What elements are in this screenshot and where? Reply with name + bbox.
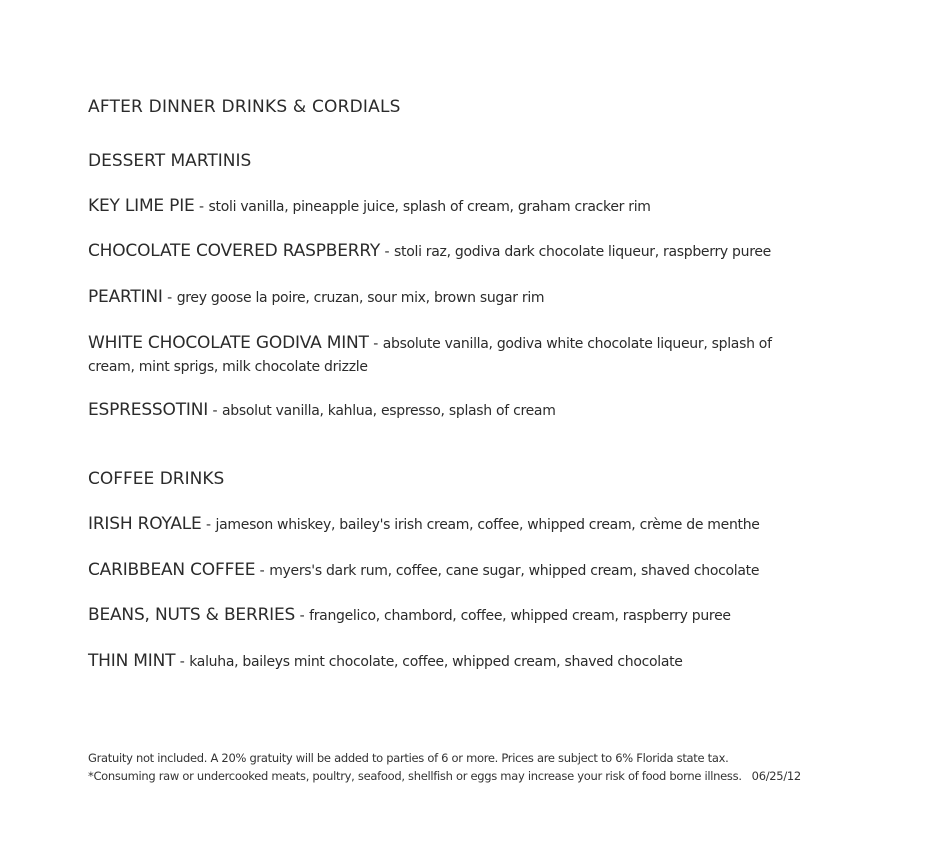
item-name: BEANS, NUTS & BERRIES xyxy=(88,605,296,625)
menu-item-chocolate-covered-raspberry xyxy=(88,240,798,263)
item-name: WHITE CHOCOLATE GODIVA MINT xyxy=(88,333,369,353)
item-separator: - xyxy=(380,244,395,260)
item-description: stoli raz, godiva dark chocolate liqueur, raspberry puree xyxy=(394,244,771,260)
item-name: CHOCOLATE COVERED RASPBERRY xyxy=(88,241,381,261)
item-name: KEY LIME PIE xyxy=(88,196,195,216)
item-separator: - xyxy=(194,199,209,215)
menu-item-white-chocolate-godiva-mint xyxy=(88,332,788,378)
consumer-advisory: *Consuming raw or undercooked meats, poultry, seafood, shellfish or eggs may increase your risk of food borne illness. xyxy=(88,769,742,783)
menu-footer xyxy=(88,749,801,785)
menu-item-irish-royale xyxy=(88,513,798,536)
menu-title: AFTER DINNER DRINKS & CORDIALS xyxy=(88,97,401,117)
item-separator: - xyxy=(368,336,383,352)
item-description: frangelico, chambord, coffee, whipped cream, raspberry puree xyxy=(309,608,731,624)
item-description: absolut vanilla, kahlua, espresso, splash of cream xyxy=(221,403,556,419)
menu-item-caribbean-coffee xyxy=(88,559,798,582)
item-name: IRISH ROYALE xyxy=(88,514,202,534)
item-description: absolute vanilla, godiva white chocolate liqueur, splash of cream, mint sprigs, milk chocolate drizzle xyxy=(88,336,772,375)
item-separator: - xyxy=(201,517,216,533)
menu-item-espressotini xyxy=(88,399,798,422)
item-separator: - xyxy=(175,654,190,670)
menu-item-peartini xyxy=(88,286,798,309)
item-name: THIN MINT xyxy=(88,651,176,671)
item-name: CARIBBEAN COFFEE xyxy=(88,560,256,580)
item-separator: - xyxy=(208,403,222,419)
section-heading-coffee-drinks: COFFEE DRINKS xyxy=(88,469,225,489)
section-heading-dessert-martinis: DESSERT MARTINIS xyxy=(88,151,252,171)
item-separator: - xyxy=(162,290,177,306)
item-separator: - xyxy=(295,608,310,624)
food-safety-notice xyxy=(88,767,801,785)
menu-item-key-lime-pie xyxy=(88,195,798,218)
item-name: PEARTINI xyxy=(88,287,163,307)
item-description: myers's dark rum, coffee, cane sugar, whipped cream, shaved chocolate xyxy=(269,563,760,579)
item-description: kaluha, baileys mint chocolate, coffee, whipped cream, shaved chocolate xyxy=(189,654,683,670)
menu-item-beans-nuts-berries xyxy=(88,604,798,627)
item-name: ESPRESSOTINI xyxy=(88,400,209,420)
item-description: jameson whiskey, bailey's irish cream, coffee, whipped cream, crème de menthe xyxy=(215,517,760,533)
menu-date: 06/25/12 xyxy=(751,769,801,783)
item-description: grey goose la poire, cruzan, sour mix, brown sugar rim xyxy=(176,290,545,306)
gratuity-notice: Gratuity not included. A 20% gratuity will be added to parties of 6 or more. Prices are subject to 6% Florida state tax. xyxy=(88,751,729,765)
item-description: stoli vanilla, pineapple juice, splash of cream, graham cracker rim xyxy=(208,199,651,215)
menu-item-thin-mint xyxy=(88,650,798,673)
item-separator: - xyxy=(255,563,270,579)
